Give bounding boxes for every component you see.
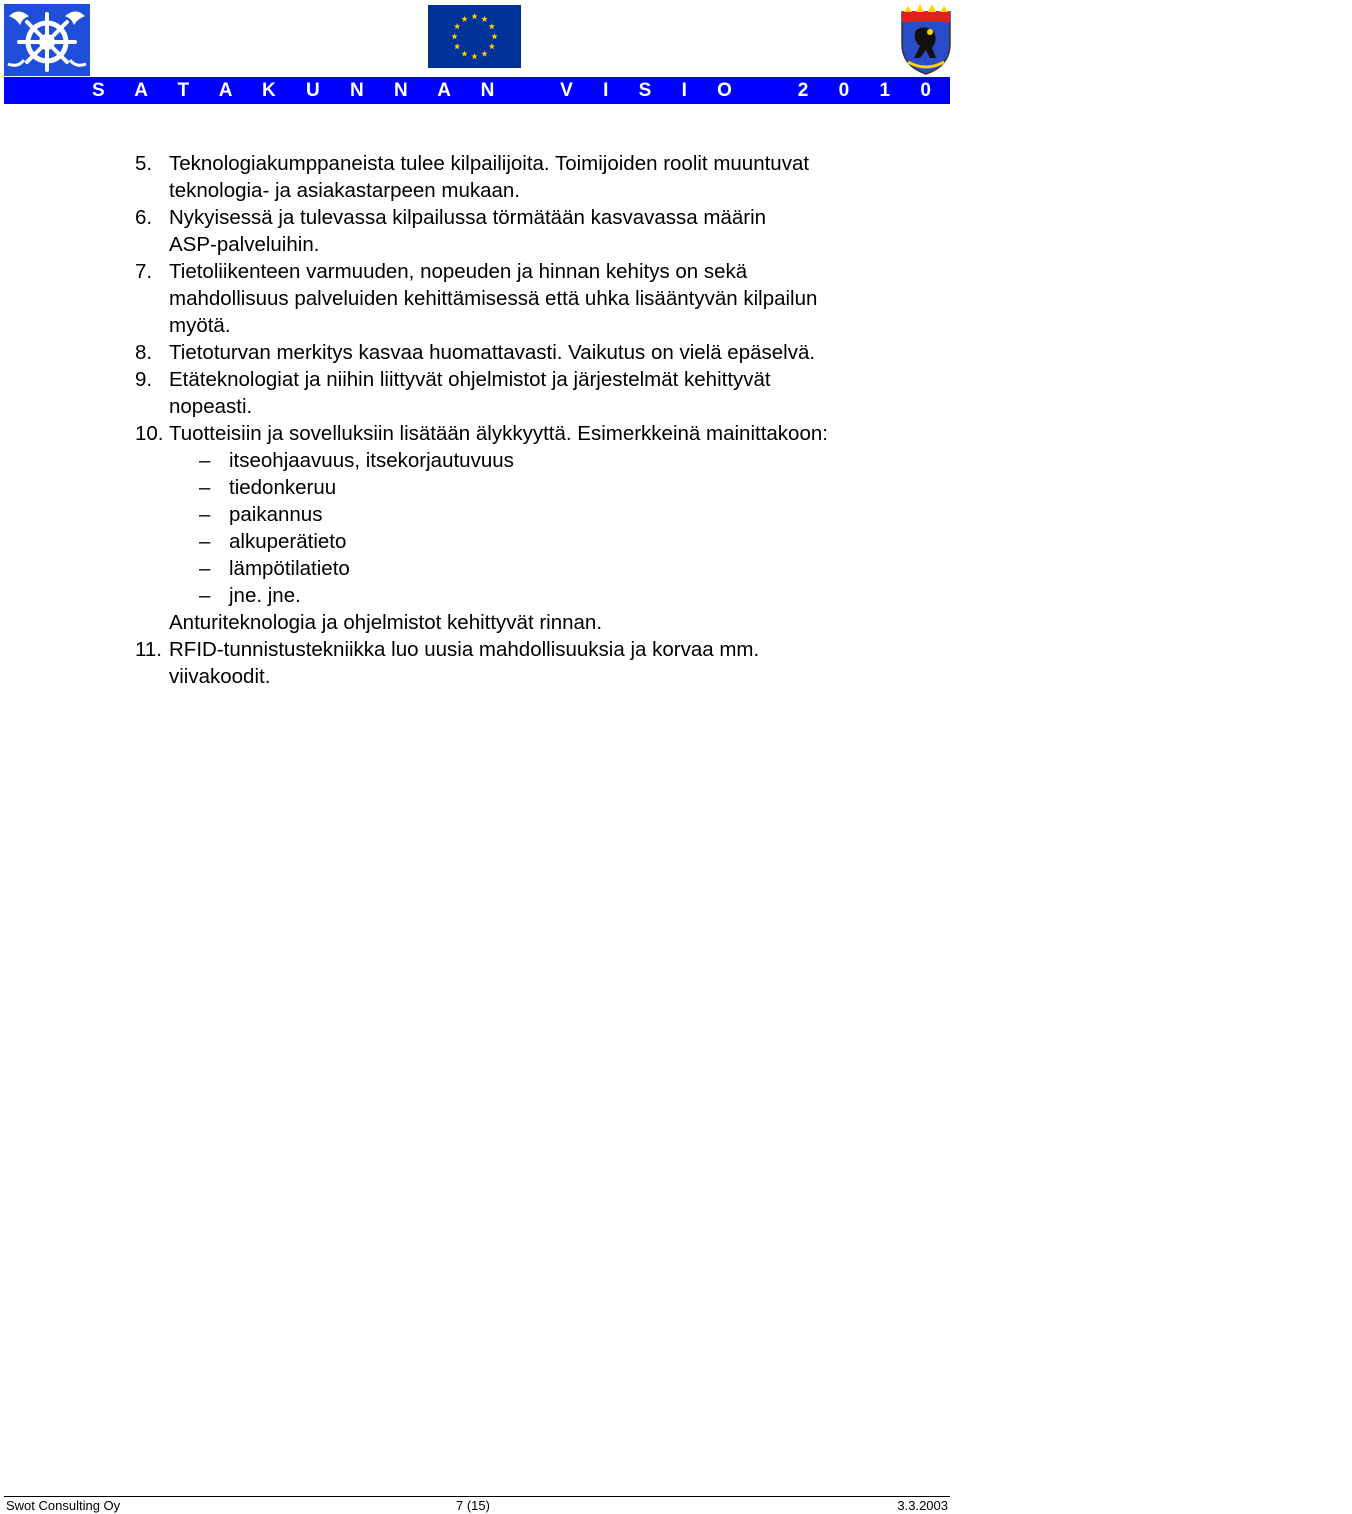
list-line: Tietoturvan merkitys kasvaa huomattavasti. Vaikutus on vielä epäselvä.: [169, 341, 816, 364]
list-line: teknologia- ja asiakastarpeen mukaan.: [169, 179, 520, 202]
eu-flag-logo: [428, 5, 521, 68]
sub-item-text: paikannus: [229, 503, 323, 526]
sub-item: [0, 582, 960, 609]
list-line: myötä.: [169, 314, 231, 337]
dash-bullet: –: [199, 557, 211, 580]
list-line: Tietoliikenteen varmuuden, nopeuden ja hinnan kehitys on sekä: [169, 260, 748, 283]
sub-item: [0, 474, 960, 501]
list-number: 5.: [135, 152, 153, 175]
sub-item-text: alkuperätieto: [229, 530, 347, 553]
list-item-6: [0, 204, 960, 258]
list-item-5: [0, 150, 960, 204]
list-number: 10.: [135, 422, 164, 445]
sub-item: [0, 528, 960, 555]
list-line: Tuotteisiin ja sovelluksiin lisätään älykkyyttä. Esimerkkeinä mainittakoon:: [169, 422, 828, 445]
dash-bullet: –: [199, 449, 211, 472]
ship-wheel-logo: [4, 4, 90, 76]
list-item-10: [0, 420, 960, 447]
sub-item-text: tiedonkeruu: [229, 476, 337, 499]
list-item-8: [0, 339, 960, 366]
dash-bullet: –: [199, 584, 211, 607]
list-item-7: [0, 258, 960, 339]
dash-bullet: –: [199, 530, 211, 553]
list-line: mahdollisuus palveluiden kehittämisessä että uhka lisääntyvän kilpailun: [169, 287, 818, 310]
list-line: viivakoodit.: [169, 665, 271, 688]
footer-company: Swot Consulting Oy: [6, 1498, 121, 1513]
coat-of-arms-logo: [898, 4, 954, 76]
numbered-list: [0, 150, 960, 690]
sub-item-text: itseohjaavuus, itsekorjautuvuus: [229, 449, 514, 472]
list-line: Teknologiakumppaneista tulee kilpailijoita. Toimijoiden roolit muuntuvat: [169, 152, 810, 175]
dash-bullet: –: [199, 476, 211, 499]
banner-title: S A T A K U N N A N V I S I O 2 0 1 0 - P R O J E K T I: [92, 79, 1352, 101]
list-number: 7.: [135, 260, 153, 283]
list-line: ASP-palveluihin.: [169, 233, 320, 256]
sub-item: [0, 501, 960, 528]
list-number: 8.: [135, 341, 153, 364]
list-line: Etäteknologiat ja niihin liittyvät ohjelmistot ja järjestelmät kehittyvät: [169, 368, 771, 391]
sub-item: [0, 447, 960, 474]
sub-item-text: lämpötilatieto: [229, 557, 350, 580]
sub-item-text: jne. jne.: [229, 584, 301, 607]
list-number: 9.: [135, 368, 153, 391]
footer-date: 3.3.2003: [897, 1498, 948, 1513]
page-footer: [4, 1498, 950, 1513]
header-banner: [4, 77, 1352, 104]
footer-page-number: 7 (15): [456, 1498, 490, 1513]
list-continuation: Anturiteknologia ja ohjelmistot kehittyvät rinnan.: [169, 611, 603, 634]
list-line: Nykyisessä ja tulevassa kilpailussa törmätään kasvavassa määrin: [169, 206, 767, 229]
list-number: 6.: [135, 206, 153, 229]
list-line: nopeasti.: [169, 395, 253, 418]
sub-item: [0, 555, 960, 582]
dash-bullet: –: [199, 503, 211, 526]
footer-rule: [4, 1496, 950, 1497]
list-item-9: [0, 366, 960, 420]
list-item-11: [0, 636, 960, 690]
list-line: RFID-tunnistustekniikka luo uusia mahdollisuuksia ja korvaa mm.: [169, 638, 760, 661]
list-number: 11.: [135, 638, 162, 661]
